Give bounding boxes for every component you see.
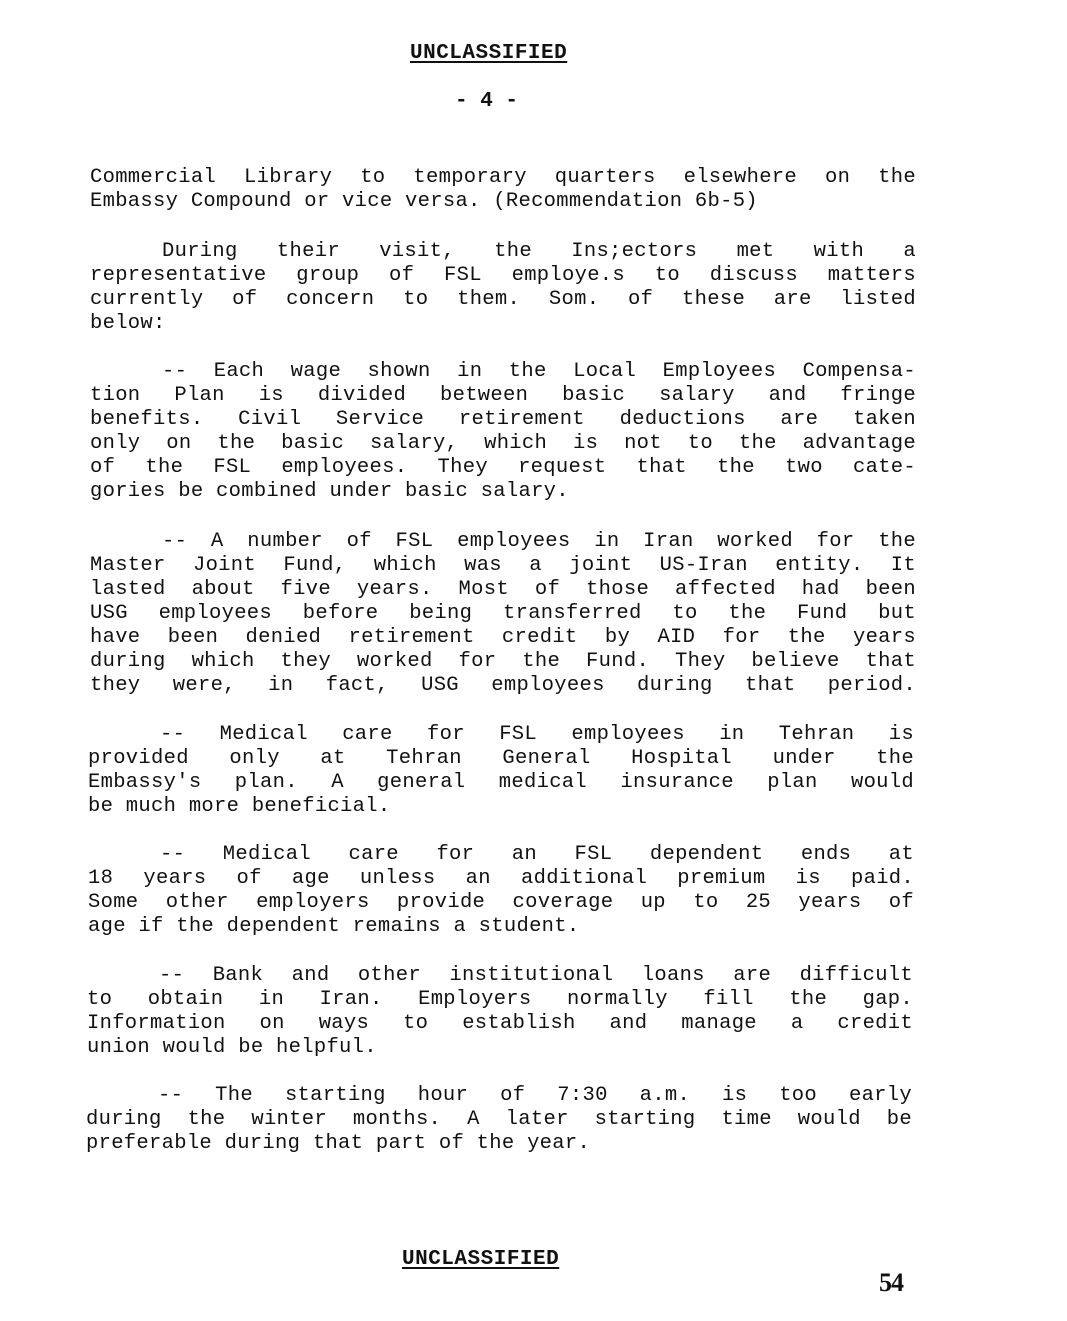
paragraph-loans — [87, 964, 913, 1060]
paragraph-intro — [90, 240, 916, 336]
text-line: tion Plan is divided between basic salary and fringe — [90, 384, 916, 407]
text-line: currently of concern to them. Som. of these are listed — [90, 288, 916, 311]
classification-footer: UNCLASSIFIED — [402, 1248, 560, 1271]
text-line: -- A number of FSL employees in Iran worked for the — [162, 530, 916, 553]
paragraph-dependent-care — [88, 843, 914, 939]
paragraph-continuation — [90, 166, 916, 214]
text-line: representative group of FSL employe.s to discuss matters — [90, 264, 916, 287]
text-line: age if the dependent remains a student. — [88, 915, 580, 938]
text-line: be much more beneficial. — [88, 795, 391, 818]
text-line: only on the basic salary, which is not to the advantage — [90, 432, 916, 455]
text-line: during which they worked for the Fund. They believe that — [90, 650, 916, 673]
text-line: -- The starting hour of 7:30 a.m. is too early — [158, 1084, 912, 1107]
text-line: below: — [90, 312, 166, 335]
text-line: lasted about five years. Most of those affected had been — [90, 578, 916, 601]
paragraph-master-joint-fund — [90, 530, 916, 698]
text-line: 18 years of age unless an additional premium is paid. — [88, 867, 914, 890]
text-line: gories be combined under basic salary. — [90, 480, 569, 503]
page-number: - 4 - — [455, 90, 519, 113]
text-line: -- Each wage shown in the Local Employees Compensa- — [162, 360, 916, 383]
paragraph-starting-hour — [86, 1084, 912, 1156]
text-line: benefits. Civil Service retirement deductions are taken — [90, 408, 916, 431]
text-line: Embassy's plan. A general medical insurance plan would — [88, 771, 914, 794]
text-line: to obtain in Iran. Employers normally fill the gap. — [87, 988, 913, 1011]
text-line: they were, in fact, USG employees during that period. — [90, 674, 916, 697]
bates-number: 54 — [879, 1268, 903, 1297]
text-line: -- Medical care for an FSL dependent ends at — [160, 843, 914, 866]
text-line: Embassy Compound or vice versa. (Recommendation 6b-5) — [90, 190, 758, 213]
text-line: USG employees before being transferred to the Fund but — [90, 602, 916, 625]
text-line: during the winter months. A later starting time would be — [86, 1108, 912, 1131]
text-line: -- Bank and other institutional loans are difficult — [159, 964, 913, 987]
paragraph-wage-plan — [90, 360, 916, 504]
text-line: Information on ways to establish and manage a credit — [87, 1012, 913, 1035]
text-line: union would be helpful. — [87, 1036, 377, 1059]
text-line: preferable during that part of the year. — [86, 1132, 591, 1155]
text-line: -- Medical care for FSL employees in Tehran is — [160, 723, 914, 746]
text-line: provided only at Tehran General Hospital under the — [88, 747, 914, 770]
text-line: Some other employers provide coverage up to 25 years of — [88, 891, 914, 914]
text-line: Commercial Library to temporary quarters elsewhere on the — [90, 166, 916, 189]
text-line: of the FSL employees. They request that the two cate- — [90, 456, 916, 479]
text-line: Master Joint Fund, which was a joint US-Iran entity. It — [90, 554, 916, 577]
classification-header: UNCLASSIFIED — [410, 42, 568, 65]
text-line: During their visit, the Ins;ectors met with a — [162, 240, 916, 263]
text-line: have been denied retirement credit by AID for the years — [90, 626, 916, 649]
paragraph-medical-care — [88, 723, 914, 819]
